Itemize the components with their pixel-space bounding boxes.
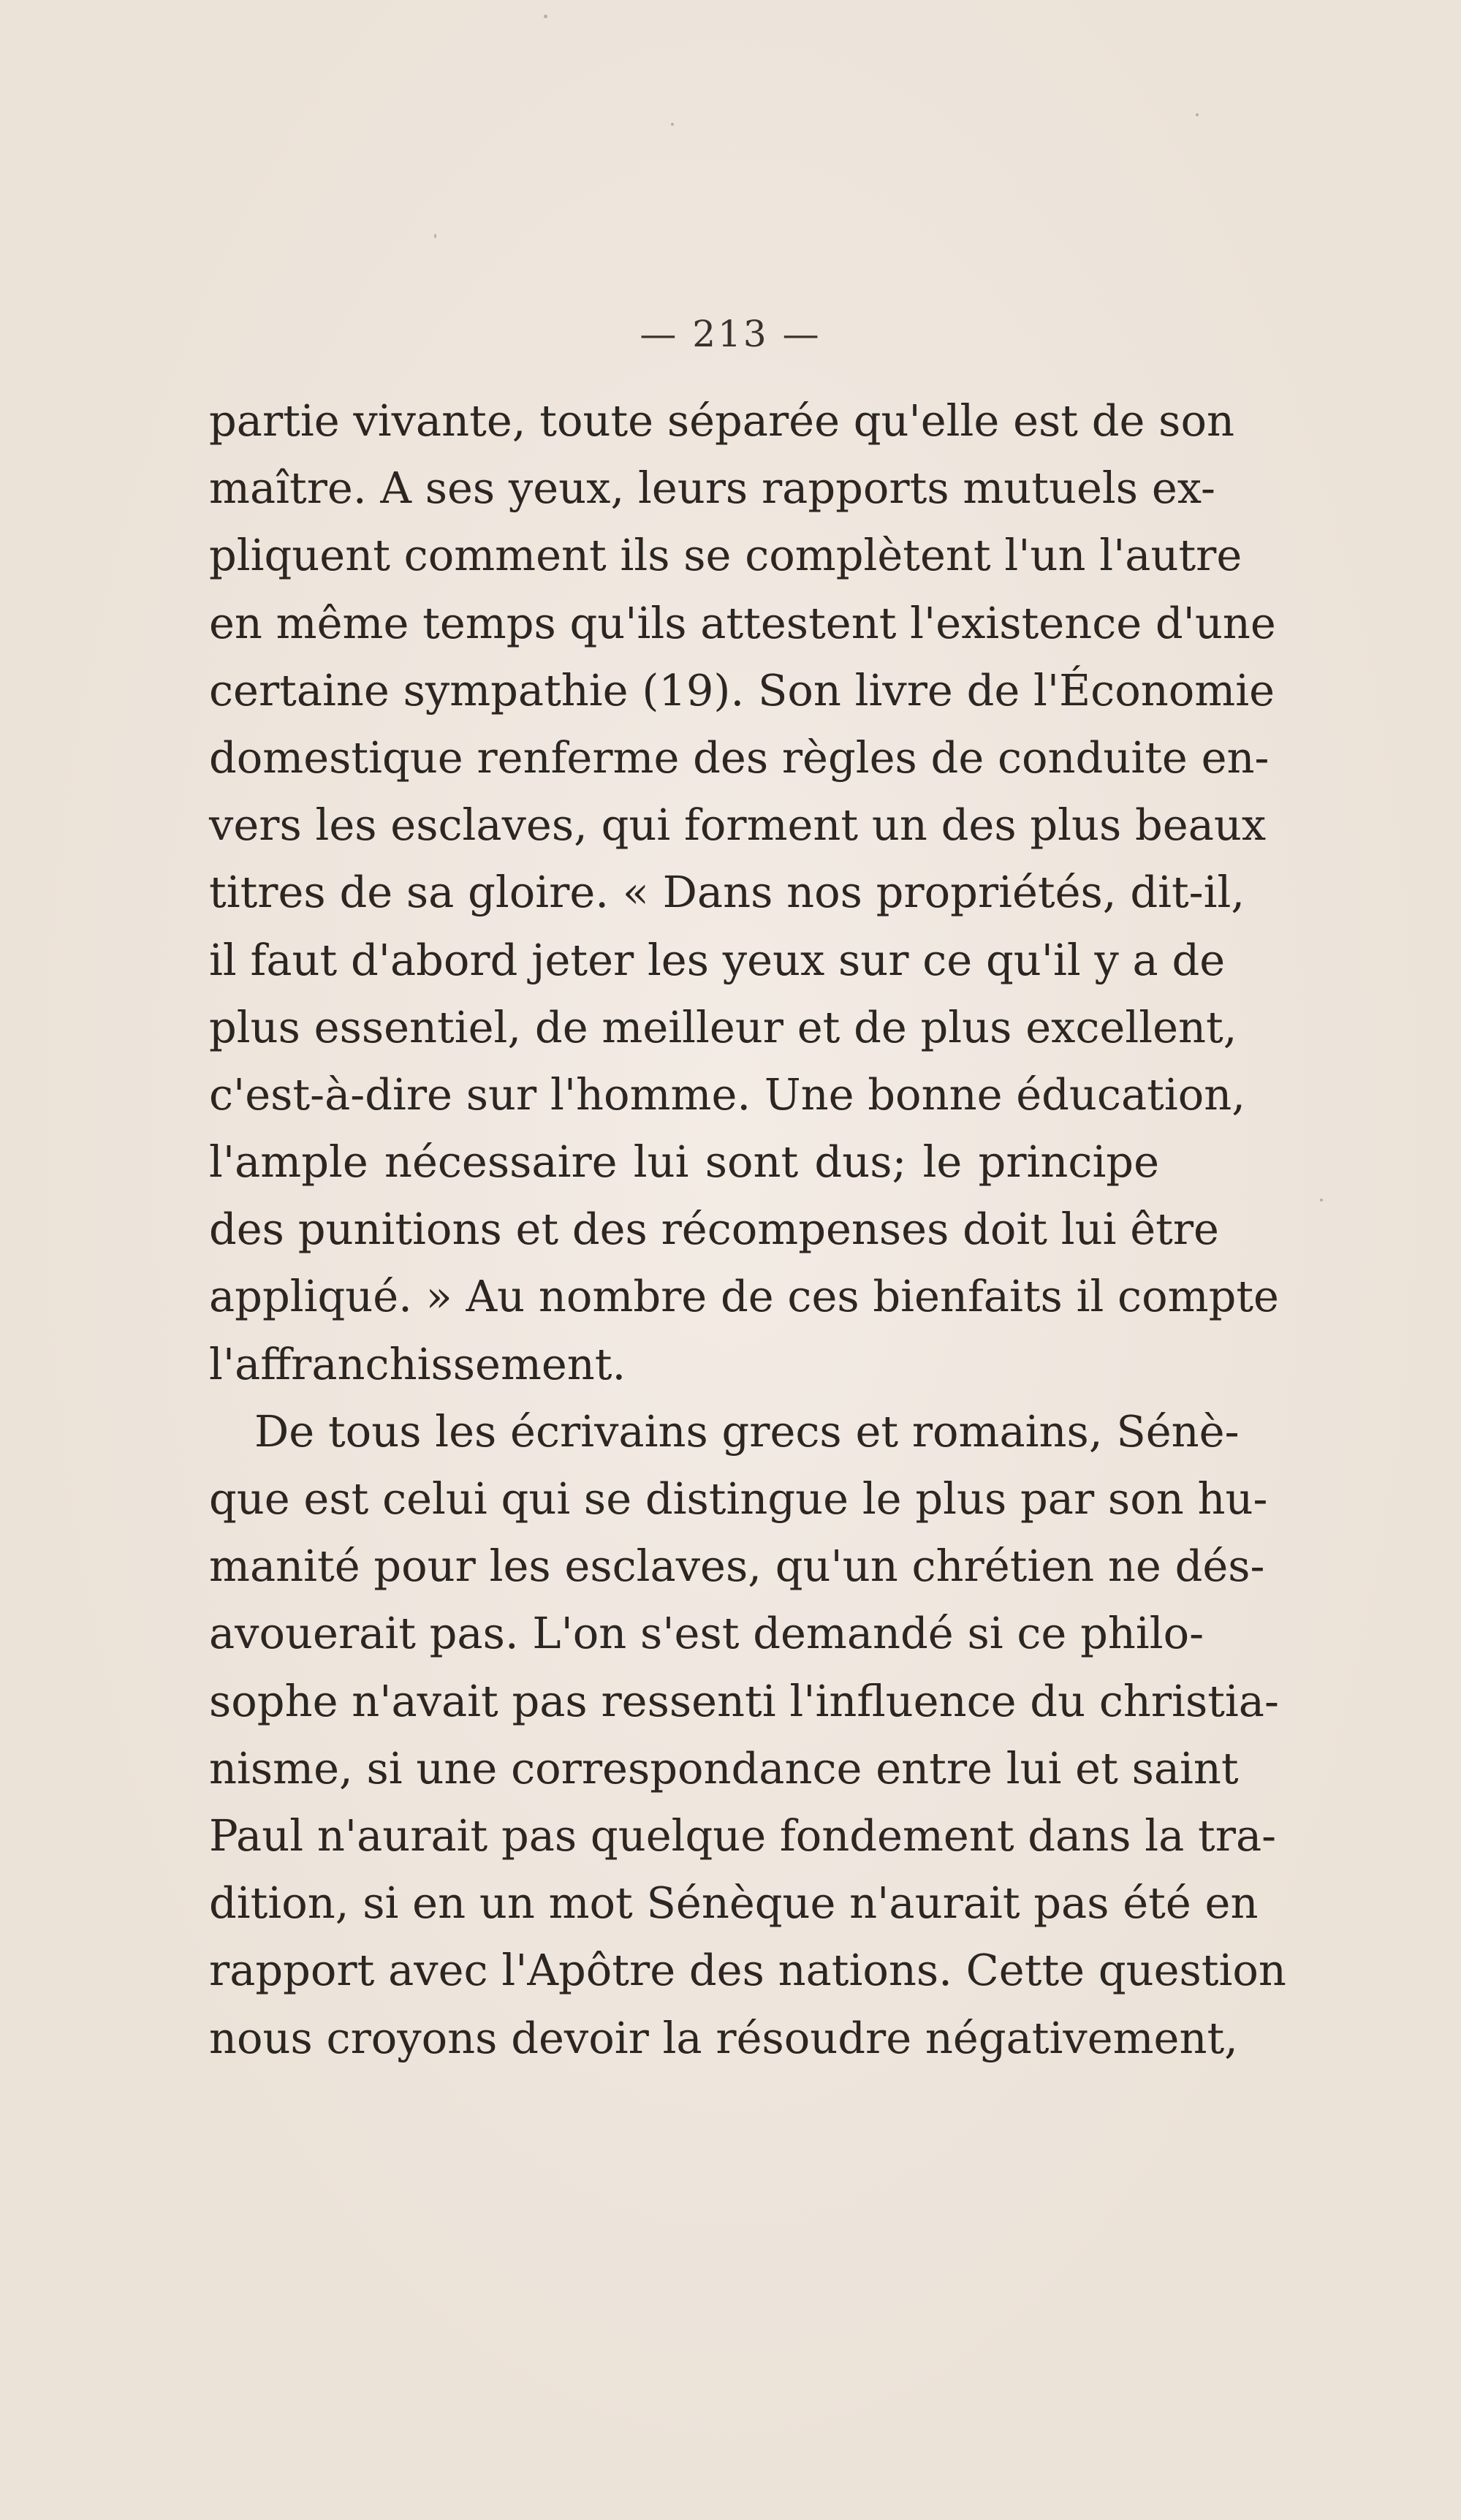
- body-text: [209, 387, 1286, 2072]
- text-line: partie vivante, toute séparée qu'elle est de son: [209, 395, 1234, 446]
- paper-speck: [1320, 1199, 1323, 1202]
- page-number: — 213 —: [640, 313, 821, 355]
- text-line: appliqué. » Au nombre de ces bienfaits il compte: [209, 1271, 1279, 1322]
- text-line: titres de sa gloire. « Dans nos propriétés, dit-il,: [209, 867, 1245, 918]
- text-line: l'affranchissement.: [209, 1338, 626, 1389]
- paper-speck: [671, 123, 674, 126]
- text-line: nisme, si une correspondance entre lui et saint: [209, 1742, 1239, 1794]
- text-line: domestique renferme des règles de conduite en-: [209, 732, 1270, 783]
- text-line: sophe n'avait pas ressenti l'influence du christia-: [209, 1675, 1279, 1726]
- text-line: maître. A ses yeux, leurs rapports mutuels ex-: [209, 463, 1215, 514]
- text-line: avouerait pas. L'on s'est demandé si ce philo-: [209, 1608, 1204, 1659]
- text-line: vers les esclaves, qui forment un des plus beaux: [209, 800, 1267, 851]
- text-line: nous croyons devoir la résoudre négativement,: [209, 2012, 1238, 2063]
- text-line: que est celui qui se distingue le plus par son hu-: [209, 1473, 1268, 1524]
- text-line: en même temps qu'ils attestent l'existence d'une: [209, 597, 1276, 648]
- text-line: Paul n'aurait pas quelque fondement dans la tra-: [209, 1810, 1277, 1861]
- paper-speck: [1196, 113, 1199, 116]
- text-line: des punitions et des récompenses doit lui être: [209, 1204, 1219, 1255]
- text-line: certaine sympathie (19). Son livre de l'Économie: [209, 664, 1275, 716]
- text-line: manité pour les esclaves, qu'un chrétien ne dés-: [209, 1541, 1265, 1592]
- text-line: l'ample nécessaire lui sont dus; le principe: [209, 1136, 1159, 1188]
- paper-speck: [544, 15, 547, 18]
- text-line: plus essentiel, de meilleur et de plus excellent,: [209, 1001, 1237, 1052]
- text-line: il faut d'abord jeter les yeux sur ce qu'il y a de: [209, 934, 1226, 985]
- text-line: rapport avec l'Apôtre des nations. Cette question: [209, 1945, 1286, 1996]
- text-line: pliquent comment ils se complètent l'un l'autre: [209, 530, 1242, 581]
- text-line: c'est-à-dire sur l'homme. Une bonne éducation,: [209, 1069, 1245, 1120]
- paper-speck: [434, 234, 436, 238]
- text-line: De tous les écrivains grecs et romains, Sénè-: [254, 1405, 1240, 1457]
- text-line: dition, si en un mot Sénèque n'aurait pas été en: [209, 1878, 1259, 1929]
